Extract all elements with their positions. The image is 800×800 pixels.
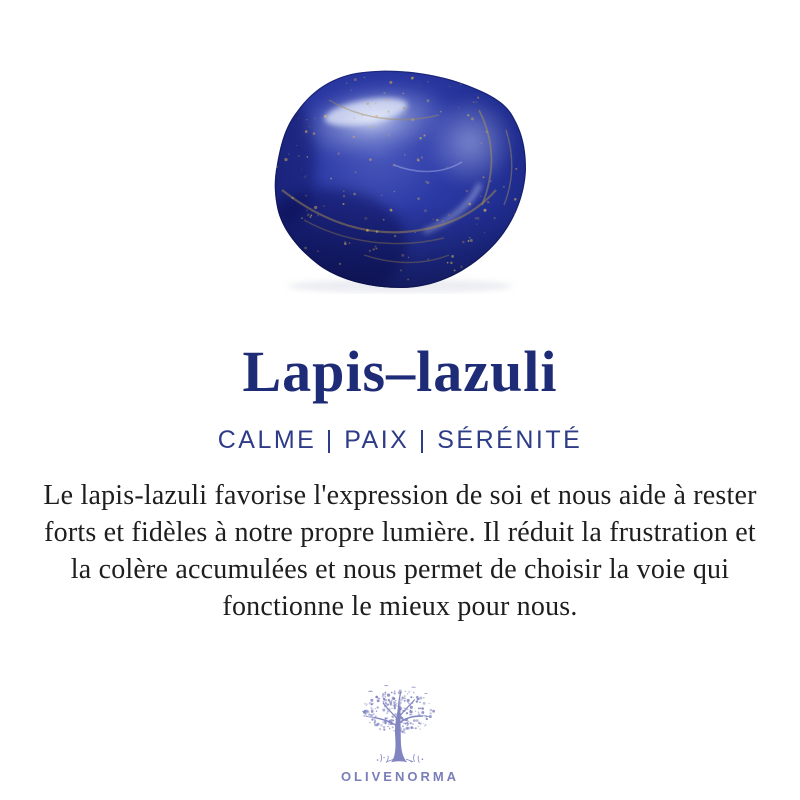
page-title: Lapis–lazuli	[242, 339, 558, 404]
brand-logo	[0, 684, 800, 784]
lapis-lazuli-stone-photo	[272, 68, 528, 294]
olive-tree-icon	[347, 684, 453, 764]
keywords-subtitle: CALME | PAIX | SÉRÉNITÉ	[217, 426, 583, 454]
lapis-lazuli-stone-image	[272, 68, 528, 294]
description-text: Le lapis-lazuli favorise l'expression de soi et nous aide à rester forts et fidèles à notre propre lumière. Il réduit la frustration et la colère accumulées et nous permet de choisir la voie qui fonctionne le mieux pour nous.	[43, 480, 757, 622]
brand-name: OLIVENORMA	[340, 769, 460, 784]
